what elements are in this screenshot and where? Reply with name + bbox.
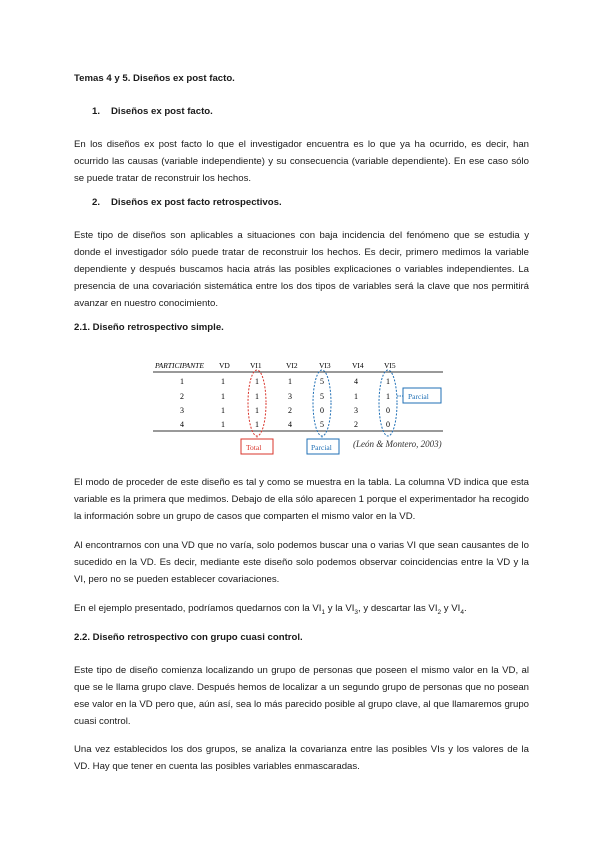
document-title: Temas 4 y 5. Diseños ex post facto. bbox=[74, 73, 235, 84]
row-2-vi2: 3 bbox=[288, 392, 292, 401]
table-svg bbox=[153, 351, 445, 457]
row-4-vi5: 0 bbox=[386, 420, 390, 429]
header-vi5: VI5 bbox=[384, 361, 396, 370]
section-1-number: 1. bbox=[92, 106, 101, 117]
section-1-title: Diseños ex post facto. bbox=[111, 106, 213, 117]
table-body bbox=[180, 377, 390, 429]
para5-sub-3: 3 bbox=[354, 608, 359, 616]
paragraph-3: El modo de proceder de este diseño es tal y como se muestra en la tabla. La columna VD indica que esta variable es la primera que medimos. Debajo de ella sólo aparecen 1 porque el experimentador ha recogido la información sobre un grupo de casos que comparten el mismo valor en la VD. bbox=[74, 477, 529, 522]
paragraph-5 bbox=[74, 600, 529, 621]
total-label: Total bbox=[246, 443, 262, 452]
paragraph-6: Este tipo de diseño comienza localizando un grupo de personas que poseen el mismo valor en la VD, al que se le llama grupo clave. Después hemos de localizar a un segundo grupo de personas que no posean ese valor en la VD pero que, aún así, sea lo más parecido posible al grupo clave, al que llamaremos grupo cuasi control. bbox=[74, 665, 529, 727]
para5-text-1: En el ejemplo presentado, podríamos quedarnos con la VI bbox=[74, 603, 322, 614]
row-2-vi3: 5 bbox=[320, 392, 324, 401]
para5-sub-2: 2 bbox=[437, 608, 442, 616]
paragraph-7: Una vez establecidos los dos grupos, se analiza la covarianza entre las posibles VIs y los valores de la VD. Hay que tener en cuenta las posibles variables enmascaradas. bbox=[74, 744, 529, 772]
para5-sub-4: 4 bbox=[460, 608, 464, 616]
row-4-vi2: 4 bbox=[288, 420, 292, 429]
row-2-vi5: 1 bbox=[386, 392, 390, 401]
row-2-vi4: 1 bbox=[354, 392, 358, 401]
row-3-vd: 1 bbox=[221, 406, 225, 415]
row-4-vd: 1 bbox=[221, 420, 225, 429]
para5-text-5: . bbox=[463, 603, 467, 614]
row-4-vi4: 2 bbox=[354, 420, 358, 429]
header-participante: PARTICIPANTE bbox=[155, 361, 204, 370]
row-1-vi4: 4 bbox=[354, 377, 358, 386]
header-vi3: VI3 bbox=[319, 361, 331, 370]
paragraph-2: Este tipo de diseños son aplicables a situaciones con baja incidencia del fenómeno que se estudia y donde el investigador sólo puede tratar de reconstruir los hechos. Es decir, primero medimos la variable dependiente y después buscamos hacia atrás las posibles explicaciones o variables independientes. La presencia de una covariación sistemática entre los dos tipos de variables será la clave que nos permitirá avanzar en nuestro conocimiento. bbox=[74, 230, 529, 309]
section-2-heading bbox=[92, 197, 282, 208]
row-3-vi1: 1 bbox=[255, 406, 259, 415]
row-1-vd: 1 bbox=[221, 377, 225, 386]
retrospective-table-figure bbox=[153, 351, 445, 457]
row-3-vi5: 0 bbox=[386, 406, 390, 415]
paragraph-1: En los diseños ex post facto lo que el investigador encuentra es lo que ya ha ocurrido, es decir, han ocurrido las causas (variable independiente) y su consecuencia (variable dependiente). En ese caso sólo se puede tratar de reconstruir los hechos. bbox=[74, 139, 529, 184]
subsection-2-1-heading: 2.1. Diseño retrospectivo simple. bbox=[74, 322, 224, 333]
row-3-participante: 3 bbox=[180, 406, 184, 415]
subsection-2-2-heading: 2.2. Diseño retrospectivo con grupo cuasi control. bbox=[74, 632, 303, 643]
para5-sub-1: 1 bbox=[321, 608, 326, 616]
paragraph-4: Al encontrarnos con una VD que no varía, solo podemos buscar una o varias VI que sean causantes de lo sucedido en la VD. Es decir, mediante este diseño solo podemos observar coincidencias entre la VD y la VI, pero no se pueden establecer covariaciones. bbox=[74, 540, 529, 585]
section-2-title: Diseños ex post facto retrospectivos. bbox=[111, 197, 282, 208]
row-4-vi3: 5 bbox=[320, 420, 324, 429]
para5-text-3: , y descartar las VI bbox=[358, 603, 438, 614]
row-3-vi2: 2 bbox=[288, 406, 292, 415]
row-1-vi3: 5 bbox=[320, 377, 324, 386]
row-2-vd: 1 bbox=[221, 392, 225, 401]
header-vi1: VI1 bbox=[250, 361, 262, 370]
header-vi2: VI2 bbox=[286, 361, 298, 370]
row-2-vi1: 1 bbox=[255, 392, 259, 401]
header-vd: VD bbox=[219, 361, 230, 370]
row-1-vi5: 1 bbox=[386, 377, 390, 386]
section-2-number: 2. bbox=[92, 197, 101, 208]
row-1-participante: 1 bbox=[180, 377, 184, 386]
row-3-vi4: 3 bbox=[354, 406, 358, 415]
header-vi4: VI4 bbox=[352, 361, 364, 370]
parcial-label-bottom: Parcial bbox=[311, 443, 332, 452]
row-2-participante: 2 bbox=[180, 392, 184, 401]
parcial-label-right: Parcial bbox=[408, 392, 429, 401]
para5-text-4: y VI bbox=[441, 603, 461, 614]
row-4-vi1: 1 bbox=[255, 420, 259, 429]
section-1-heading bbox=[92, 106, 213, 117]
row-1-vi2: 1 bbox=[288, 377, 292, 386]
row-1-vi1: 1 bbox=[255, 377, 259, 386]
row-3-vi3: 0 bbox=[320, 406, 324, 415]
para5-text-2: y la VI bbox=[325, 603, 355, 614]
table-citation: (León & Montero, 2003) bbox=[353, 439, 442, 449]
row-4-participante: 4 bbox=[180, 420, 184, 429]
